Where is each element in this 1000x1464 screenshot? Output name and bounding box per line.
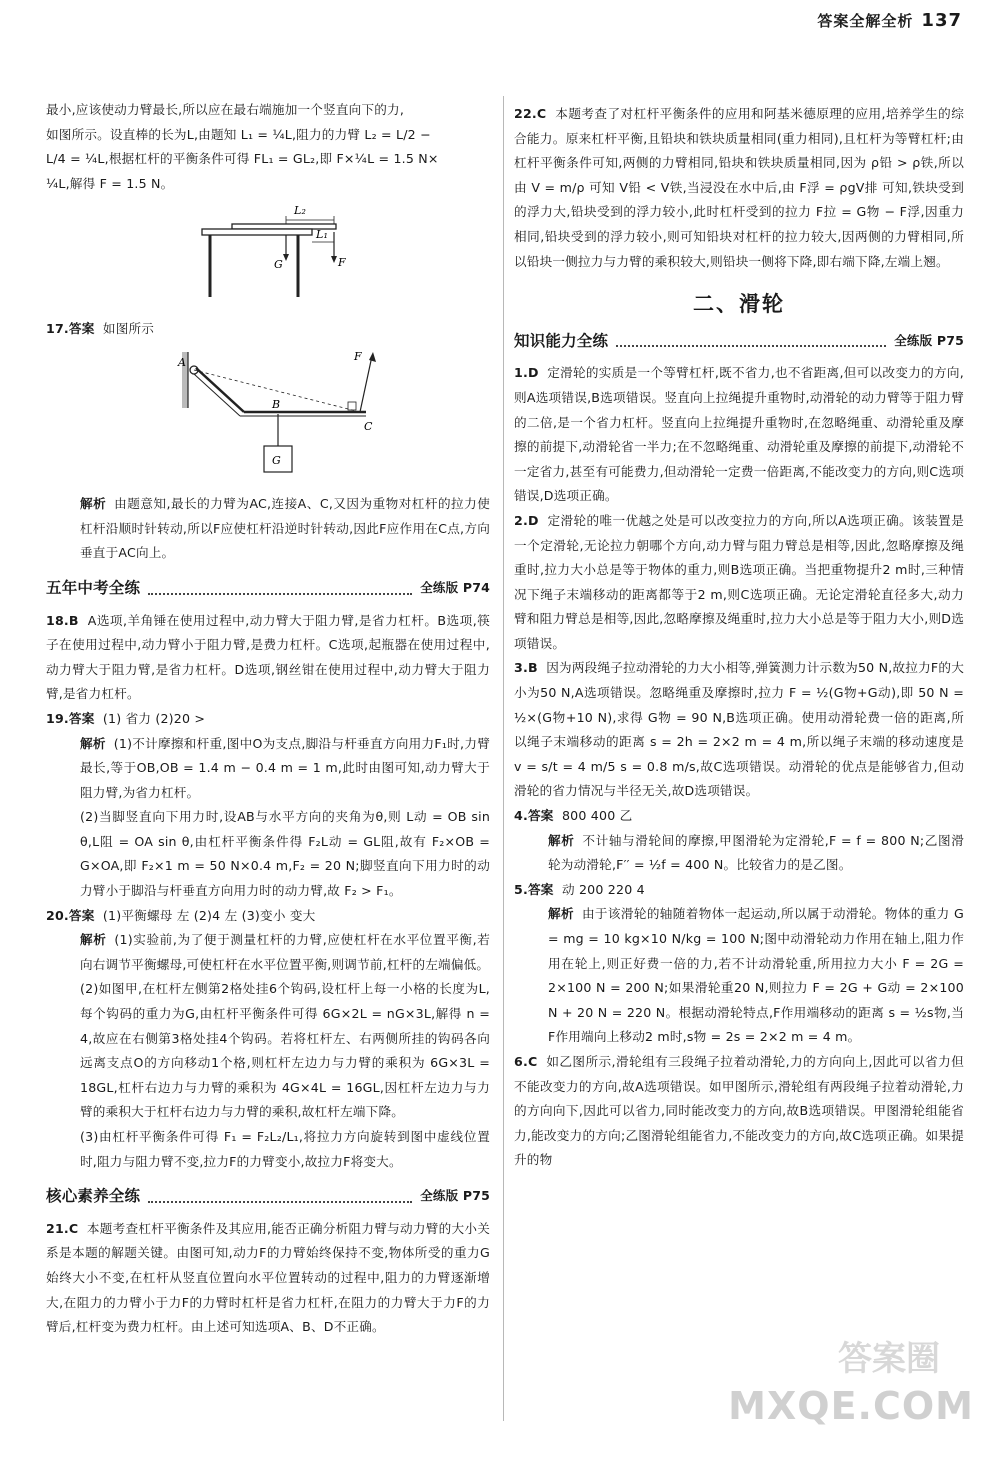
q21-text: 本题考查杠杆平衡条件及其应用,能否正确分析阻力臂与动力臂的大小关系是本题的解题关键。由图可知,动力F的力臂始终保持不变,物体所受的重力G始终大小不变,在杠杆从竖直位置向水平位置转动的过程中,阻力的力臂逐渐增大,在阻力的力臂小于力F的力臂时杠杆是省力杠杆,在阻力的力臂大于力F的力臂后,杠杆变为费力杠杆。由上述可知选项A、B、D不正确。	[46, 1220, 490, 1335]
header-title: 答案全解全析	[817, 12, 914, 30]
q19-ex-p2: (2)当脚竖直向下用力时,设AB与水平方向的夹角为θ,则 L动 = OB sin θ,L阻 = OA sin θ,由杠杆平衡条件得 F₂L动 = GL阻,故有 F₂×OB = G×OA,即 F₂×1 m = 50 N×0.4 m,F₂ = 20 N;脚竖直向下用力时的动力臂小于脚沿与杆垂直方向用力时的动力臂,故 F₂ > F₁。	[80, 809, 490, 899]
q20-ex-p1: (1)实验前,为了便于测量杠杆的力臂,应使杠杆在水平位置平衡,若向右调节平衡螺母,可使杠杆在水平位置平衡,则调节前,杠杆的左端偏低。	[80, 932, 491, 972]
section-title: 知识能力全练	[514, 331, 609, 350]
section-heading	[46, 576, 490, 601]
q22-text: 本题考查了对杠杆平衡条件的应用和阿基米德原理的应用,培养学生的综合能力。原来杠杆平衡,且铅块和铁块质量相同(重力相同),且杠杆为等臂杠杆;由杠杆平衡条件可知,两侧的力臂相同,铅块和铁块质量相同,因为 ρ铅 > ρ铁,所以由 V = m/ρ 可知 V铅 < V铁,当浸没在水中后,由 F浮 = ρgV排 可知,铁块受到的浮力大,铅块受到的浮力较小,此时杠杆受到的拉力 F拉 = G物 − F浮,因重力相同,铅块受到的浮力较小,则可知铅块对杠杆的拉力较大,因两侧的力臂相同,所以铅块一侧拉力与力臂的乘积较大,则铅块一侧将下降,即右端下降,左端上翘。	[514, 106, 964, 269]
q17-ex-label: 解析	[80, 496, 107, 512]
r-q1-label: 1.D	[514, 365, 539, 381]
r-q2-text: 定滑轮的唯一优越之处是可以改变拉力的方向,所以A选项正确。该装置是一个定滑轮,无论拉力朝哪个方向,动力臂与阻力臂总是相等,因此,忽略摩擦及绳重时,拉力大小总是等于物体的重力,则B选项正确。当把重物提升2 m时,三种情况下绳子末端移动的距离都等于2 m,则C选项正确。无论定滑轮直径多大,动力臂和阻力臂总是相等,因此,忽略摩擦及绳重时,拉力大小总是等于阻力大小,则D选项错误。	[514, 512, 964, 651]
q20-ex-label: 解析	[80, 932, 107, 948]
section-page: 全练版 P75	[894, 332, 964, 348]
q18-text: A选项,羊角锤在使用过程中,动力臂大于阻力臂,是省力杠杆。B选项,筷子在使用过程中,动力臂小于阻力臂,是费力杠杆。C选项,起瓶器在使用过程中,动力臂大于阻力臂,是省力杠杆。D选项,钢丝钳在使用过程中,动力臂大于阻力臂,是省力杠杆。	[46, 612, 490, 702]
q21-label: 21.C	[46, 1220, 79, 1236]
point-f: F	[354, 349, 362, 363]
section-heading	[514, 329, 964, 354]
q17-answer: 如图所示	[102, 320, 155, 336]
r-q6-text: 如乙图所示,滑轮组有三段绳子拉着动滑轮,力的方向向上,因此可以省力但不能改变力的方向,故A选项错误。如甲图所示,滑轮组有两段绳子拉着动滑轮,力的方向向下,因此可以省力,同时能改变力的方向,故B选项错误。甲图滑轮组能省力,能改变力的方向;乙图滑轮组能省力,不能改变力的方向,故C选项正确。如果提升的物	[514, 1053, 964, 1168]
q20-ex-p2: (2)如图甲,在杠杆左侧第2格处挂6个钩码,设杠杆上每一小格的长度为L,每个钩码的重力为G,由杠杆平衡条件可得 6G×2L = nG×3L,解得 n = 4,故应在右侧第3格处挂4个钩码。若将杠杆左、右两侧所挂的钩码各向远离支点O的方向移动1个格,则杠杆左边力与力臂的乘积为 6G×3L = 18GL,杠杆右边力与力臂的乘积为 4G×4L = 16GL,因杠杆左边力与力臂的乘积大于杠杆右边力与力臂的乘积,故杠杆左端下降。	[80, 981, 490, 1120]
r-q5-answer: 动 200 220 4	[561, 881, 645, 897]
label-g: G	[274, 258, 283, 272]
crane-lever-figure	[46, 348, 490, 487]
r-q4-explanation: 不计轴与滑轮间的摩擦,甲图滑轮为定滑轮,F = f = 800 N;乙图滑轮为动滑轮,F′′ = ½f = 400 N。比较省力的是乙图。	[548, 832, 964, 873]
q16-line: ¼L,解得 F = 1.5 N。	[46, 175, 174, 191]
r-q4-label: 4.答案	[514, 808, 554, 824]
page-header	[817, 10, 962, 31]
q19-ex-label: 解析	[80, 735, 106, 751]
r-q5-ex-label: 解析	[548, 906, 574, 922]
label-f: F	[338, 256, 346, 270]
point-a: A	[178, 355, 187, 369]
section-page: 全练版 P75	[420, 1188, 490, 1204]
watermark-url: MXQE.COM	[728, 1384, 974, 1428]
q16-line: 最小,应该使动力臂最长,所以应在最右端施加一个竖直向下的力,	[46, 102, 405, 117]
section-title: 核心素养全练	[46, 1187, 141, 1206]
q20-label: 20.答案	[46, 907, 95, 923]
point-b: B	[272, 397, 281, 411]
column-divider	[503, 96, 504, 1421]
right-column	[514, 102, 964, 1173]
q17-explanation: 由题意知,最长的力臂为AC,连接A、C,又因为重物对杠杆的拉力使杠杆沿顺时针转动,所以F应使杠杆沿逆时针转动,因此F应作用在C点,方向垂直于AC向上。	[80, 496, 490, 561]
q20-ex-p3: (3)由杠杆平衡条件可得 F₁ = F₂L₂/L₁,将拉力方向旋转到图中虚线位置时,阻力与阻力臂不变,拉力F的力臂变小,故拉力F将变大。	[80, 1129, 490, 1169]
r-q3-label: 3.B	[514, 660, 538, 676]
section-title: 五年中考全练	[46, 578, 141, 597]
r-q6-label: 6.C	[514, 1053, 538, 1069]
table-lever-figure	[46, 202, 490, 311]
q17-label: 17.答案	[46, 320, 95, 336]
q18-label: 18.B	[46, 612, 79, 628]
q16-line: L/4 = ¼L,根据杠杆的平衡条件可得 FL₁ = GL₂,即 F×¼L = 1.5 N×	[46, 151, 439, 167]
q19-answer: (1) 省力 (2)20 >	[102, 710, 206, 726]
r-q5-explanation: 由于该滑轮的轴随着物体一起运动,所以属于动滑轮。物体的重力 G = mg = 10 kg×10 N/kg = 100 N;图中动滑轮动力作用在轴上,阻力作用在轮上,则正好费一倍的力,若不计动滑轮重,所用拉力大小 F = 2G = 2×100 N = 200 N;如果滑轮重20 N,则拉力 F = 2G + G动 = 2×100 N + 20 N = 220 N。根据动滑轮特点,F作用端移动的距离 s = ½s物,当F作用端向上移动2 m时,s物 = 2s = 2×2 m = 4 m。	[548, 906, 964, 1045]
q19-label: 19.答案	[46, 710, 95, 726]
r-q2-label: 2.D	[514, 512, 539, 528]
q20-answer: (1)平衡螺母 左 (2)4 左 (3)变小 变大	[102, 907, 316, 923]
left-column	[46, 98, 490, 1340]
point-c: C	[364, 419, 373, 433]
r-q5-label: 5.答案	[514, 881, 554, 897]
r-q4-answer: 800 400 乙	[561, 808, 633, 824]
q16-line: 如图所示。设直棒的长为L,由题知 L₁ = ¼L,阻力的力臂 L₂ = L/2 −	[46, 126, 431, 142]
label-l2: L₂	[294, 204, 307, 218]
q19-ex-p1: (1)不计摩擦和杆重,图中O为支点,脚沿与杆垂直方向用力F₁时,力臂最长,等于OB,OB = 1.4 m − 0.4 m = 1 m,此时由图可知,动力臂大于阻力臂,为省力杠杆。	[80, 735, 490, 800]
label-l1: L₁	[316, 228, 329, 242]
watermark-logo: 答案圈	[838, 1339, 940, 1379]
q22-label: 22.C	[514, 106, 547, 121]
chapter-title: 二、滑轮	[693, 292, 785, 317]
r-q4-ex-label: 解析	[548, 832, 575, 848]
r-q1-text: 定滑轮的实质是一个等臂杠杆,既不省力,也不省距离,但可以改变力的方向,则A选项错误,B选项错误。竖直向上拉绳提升重物时,动滑轮的动力臂等于阻力臂的二倍,是一个省力杠杆。竖直向上拉绳提升重物时,在忽略绳重、动滑轮重及摩擦的前提下,动滑轮省一半力;在不忽略绳重、动滑轮重及摩擦的前提下,动滑轮不一定省力,甚至有可能费力,但动滑轮一定费一倍距离,不能改变力的方向,则C选项错误,D选项正确。	[514, 365, 964, 504]
page-number: 137	[921, 10, 962, 31]
weight-g: G	[272, 453, 281, 467]
r-q3-text: 因为两段绳子拉动滑轮的力大小相等,弹簧测力计示数为50 N,故拉力F的大小为50 N,A选项错误。忽略绳重及摩擦时,拉力 F = ½(G物+G动),即 50 N = ½×(G物+10 N),求得 G物 = 90 N,B选项正确。使用动滑轮费一倍的距离,所以绳子末端移动的距离 s = 2h = 2×2 m = 4 m,所以绳子末端的移动速度是 v = s/t = 4 m/5 s = 0.8 m/s,故C选项错误。动滑轮的优点是能够省力,但动滑轮的省力情况与半径无关,故D选项错误。	[514, 660, 964, 799]
section-heading	[46, 1184, 490, 1209]
section-page: 全练版 P74	[420, 579, 490, 595]
